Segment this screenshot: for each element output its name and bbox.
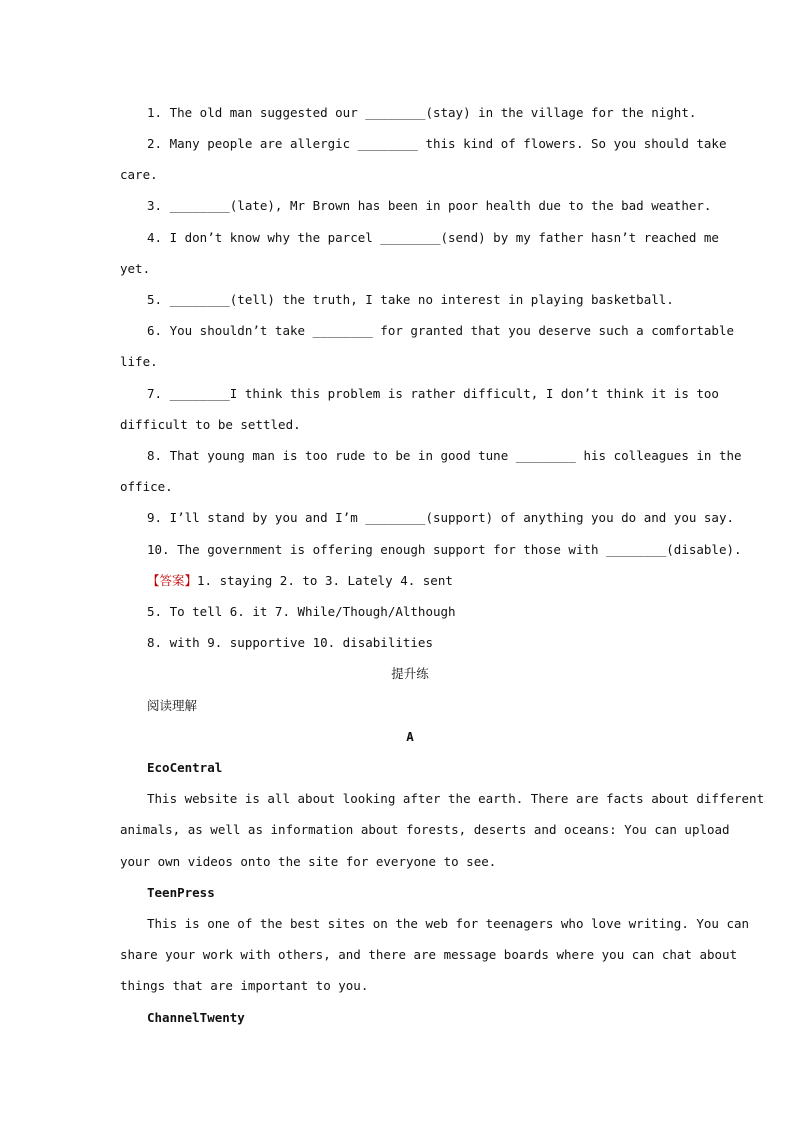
ecocentral-text-1: This website is all about looking after the earth. There are facts about different: [147, 791, 765, 806]
site-name-ecocentral: EcoCentral: [147, 760, 223, 775]
site-name-channeltwenty: ChannelTwenty: [147, 1010, 245, 1025]
answers-line-1: [147, 572, 676, 590]
question-8-cont: office.: [120, 479, 173, 494]
question-8: 8. That young man is too rude to be in good tune ________ his colleagues in the: [147, 448, 742, 463]
question-2: 2. Many people are allergic ________ this kind of flowers. So you should take: [147, 136, 727, 151]
question-4: 4. I don’t know why the parcel ________(send) by my father hasn’t reached me: [147, 230, 719, 245]
answer-label: 【答案】: [147, 573, 198, 588]
question-6: 6. You shouldn’t take ________ for granted that you deserve such a comfortable: [147, 323, 734, 338]
question-5: 5. ________(tell) the truth, I take no interest in playing basketball.: [147, 292, 674, 307]
question-7-cont: difficult to be settled.: [120, 417, 301, 432]
question-7: 7. ________I think this problem is rather difficult, I don’t think it is too: [147, 386, 719, 401]
teenpress-text-3: things that are important to you.: [120, 978, 369, 993]
answers-line-3: 8. with 9. supportive 10. disabilities: [147, 635, 433, 650]
subsection-title: 阅读理解: [147, 698, 198, 713]
question-3: 3. ________(late), Mr Brown has been in poor health due to the bad weather.: [147, 198, 712, 213]
question-9: 9. I’ll stand by you and I’m ________(support) of anything you do and you say.: [147, 510, 734, 525]
question-4-cont: yet.: [120, 261, 151, 276]
teenpress-text-1: This is one of the best sites on the web for teenagers who love writing. You can: [147, 916, 750, 931]
ecocentral-text-3: your own videos onto the site for everyone to see.: [120, 854, 497, 869]
answers-line-2: 5. To tell 6. it 7. While/Though/Although: [147, 604, 456, 619]
answer-text-1: 1. staying 2. to 3. Lately 4. sent: [197, 573, 453, 588]
site-name-teenpress: TeenPress: [147, 885, 215, 900]
question-6-cont: life.: [120, 354, 158, 369]
passage-letter: A: [406, 729, 414, 744]
teenpress-text-2: share your work with others, and there are message boards where you can chat about: [120, 947, 738, 962]
section-title: 提升练: [391, 666, 429, 681]
question-2-cont: care.: [120, 167, 158, 182]
question-1: 1. The old man suggested our ________(stay) in the village for the night.: [147, 105, 697, 120]
ecocentral-text-2: animals, as well as information about forests, deserts and oceans: You can upload: [120, 822, 730, 837]
question-10: 10. The government is offering enough support for those with ________(disable).: [147, 542, 742, 557]
